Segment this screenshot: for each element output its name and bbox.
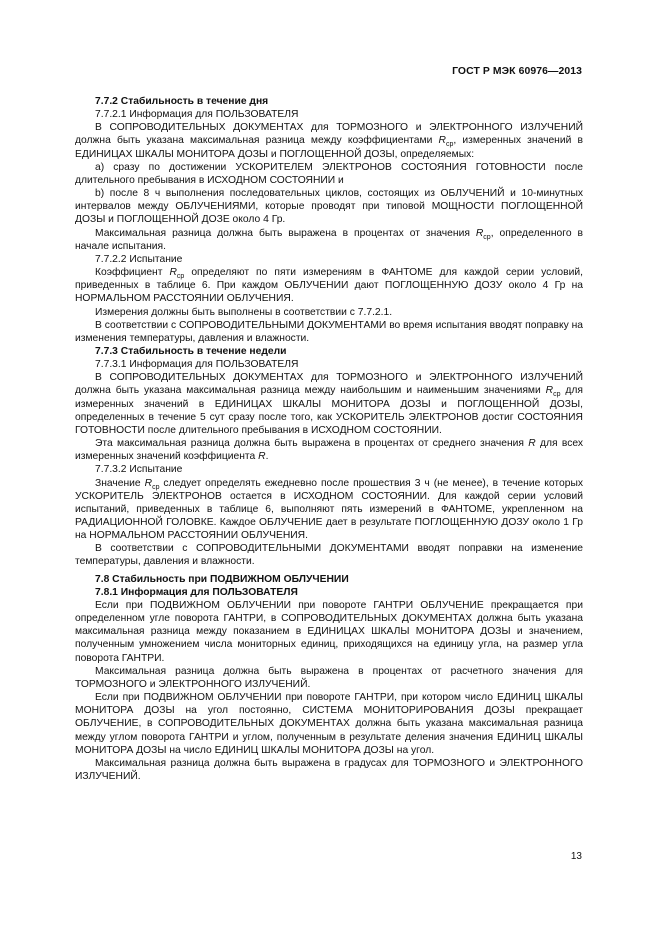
paragraph: В СОПРОВОДИТЕЛЬНЫХ ДОКУМЕНТАХ для ТОРМОЗНОГО и ЭЛЕКТРОННОГО ИЗЛУЧЕНИЙ должна быть указана максимальная разница между наибольшим и наименьшим значениями $R_{ср}$ для измеренных значений в ЕДИНИЦАХ ШКАЛЫ МОНИТОРА ДОЗЫ и ПОГЛОЩЕННОЙ ДОЗЫ, определенных в течение 5 сут сразу после того, как УСКОРИТЕЛЬ ЭЛЕКТРОНОВ достиг СОСТОЯНИЯ ГОТОВНОСТИ после длительного пребывания в ИСХОДНОМ СОСТОЯНИИ.	[75, 372, 583, 436]
paragraph: Если при ПОДВИЖНОМ ОБЛУЧЕНИИ при повороте ГАНТРИ, при котором число ЕДИНИЦ ШКАЛЫ МОНИТОРА ДОЗЫ на угол постоянно, СИСТЕМА МОНИТОРИРОВАНИЯ ДОЗЫ прекращает ОБЛУЧЕНИЕ, в СОПРОВОДИТЕЛЬНЫХ ДОКУМЕНТАХ должна быть указана максимальная разница между углом поворота ГАНТРИ и углом, полученным в результате деления значения ЕДИНИЦ ШКАЛЫ МОНИТОРА ДОЗЫ на число ЕДИНИЦ ШКАЛЫ МОНИТОРА ДОЗЫ на угол.	[75, 692, 583, 756]
heading-7-7-2-2: 7.7.2.2 Испытание	[95, 253, 183, 265]
document-body	[75, 95, 583, 783]
paragraph: Коэффициент $R_{ср}$ определяют по пяти измерениям в ФАНТОМЕ для каждой серии условий, приведенных в таблице 6. При каждом ОБЛУЧЕНИИ дают ПОГЛОЩЕННУЮ ДОЗУ около 4 Гр на НОРМАЛЬНОМ РАССТОЯНИИ ОБЛУЧЕНИЯ.	[75, 267, 583, 305]
paragraph: Максимальная разница должна быть выражена в процентах от расчетного значения для ТОРМОЗНОГО и ЭЛЕКТРОННОГО ИЗЛУЧЕНИЙ.	[75, 665, 583, 690]
paragraph: Если при ПОДВИЖНОМ ОБЛУЧЕНИИ при повороте ГАНТРИ ОБЛУЧЕНИЕ прекращается при определенном угле поворота ГАНТРИ, в СОПРОВОДИТЕЛЬНЫХ ДОКУМЕНТАХ должна быть указана максимальная разница между показанием в ЕДИНИЦАХ ШКАЛЫ МОНИТОРА ДОЗЫ и значением, полученным умножением числа мониторных единиц, приходящихся на единицу угла, на размер угла поворота ГАНТРИ.	[75, 599, 583, 664]
heading-7-8-1: 7.8.1 Информация для ПОЛЬЗОВАТЕЛЯ	[95, 586, 298, 598]
heading-7-7-3-1: 7.7.3.1 Информация для ПОЛЬЗОВАТЕЛЯ	[95, 359, 299, 371]
paragraph: В соответствии с СОПРОВОДИТЕЛЬНЫМИ ДОКУМЕНТАМИ вводят поправки на изменение температуры, давления и влажности.	[75, 543, 583, 568]
paragraph: В СОПРОВОДИТЕЛЬНЫХ ДОКУМЕНТАХ для ТОРМОЗНОГО и ЭЛЕКТРОННОГО ИЗЛУЧЕНИЙ должна быть указана максимальная разница между коэффициентами $R_{ср}$, измеренных значений в ЕДИНИЦАХ ШКАЛЫ МОНИТОРА ДОЗЫ и ПОГЛОЩЕННОЙ ДОЗЫ, определяемых:	[75, 122, 583, 160]
paragraph: Эта максимальная разница должна быть выражена в процентах от среднего значения R для всех измеренных значений коэффициента R.	[75, 438, 583, 463]
heading-7-7-2: 7.7.2 Стабильность в течение дня	[95, 96, 269, 107]
list-item-a: а) сразу по достижении УСКОРИТЕЛЕМ ЭЛЕКТРОНОВ СОСТОЯНИЯ ГОТОВНОСТИ после длительного пребывания в ИСХОДНОМ СОСТОЯНИИ и	[75, 161, 583, 186]
list-item-b: b) после 8 ч выполнения последовательных циклов, состоящих из ОБЛУЧЕНИЙ и 10-минутных интервалов между ОБЛУЧЕНИЯМИ, которые проводят при типовой МОЩНОСТИ ПОГЛОЩЕННОЙ ДОЗЫ и ПОГЛОЩЕННОЙ ДОЗЕ около 4 Гр.	[75, 188, 583, 226]
heading-7-7-3: 7.7.3 Стабильность в течение недели	[95, 345, 287, 357]
heading-7-7-2-1: 7.7.2.1 Информация для ПОЛЬЗОВАТЕЛЯ	[95, 109, 299, 121]
paragraph: В соответствии с СОПРОВОДИТЕЛЬНЫМИ ДОКУМЕНТАМИ во время испытания вводят поправку на изменения температуры, давления и влажности.	[75, 319, 583, 344]
heading-7-8: 7.8 Стабильность при ПОДВИЖНОМ ОБЛУЧЕНИИ	[95, 573, 349, 585]
paragraph: Максимальная разница должна быть выражена в процентах от значения $R_{ср}$, определенного в начале испытания.	[75, 227, 583, 252]
standard-header: ГОСТ Р МЭК 60976—2013	[452, 66, 582, 77]
paragraph: Значение $R_{ср}$ следует определять ежедневно после прошествия 3 ч (не менее), в течение которых УСКОРИТЕЛЬ ЭЛЕКТРОНОВ остается в ИСХОДНОМ СОСТОЯНИИ. Для каждой серии условий испытаний, приведенных в таблице 6, выполняют пять измерений в ФАНТОМЕ, укрепленном на РАДИАЦИОННОЙ ГОЛОВКЕ. Каждое ОБЛУЧЕНИЕ дает в результате ПОГЛОЩЕННУЮ ДОЗУ около 1 Гр на НОРМАЛЬНОМ РАССТОЯНИИ ОБЛУЧЕНИЯ.	[75, 477, 583, 542]
page-number: 13	[570, 851, 582, 862]
paragraph: Измерения должны быть выполнены в соответствии с 7.7.2.1.	[95, 306, 393, 318]
paragraph: Максимальная разница должна быть выражена в градусах для ТОРМОЗНОГО и ЭЛЕКТРОННОГО ИЗЛУЧЕНИЙ.	[75, 757, 583, 782]
heading-7-7-3-2: 7.7.3.2 Испытание	[95, 464, 183, 476]
